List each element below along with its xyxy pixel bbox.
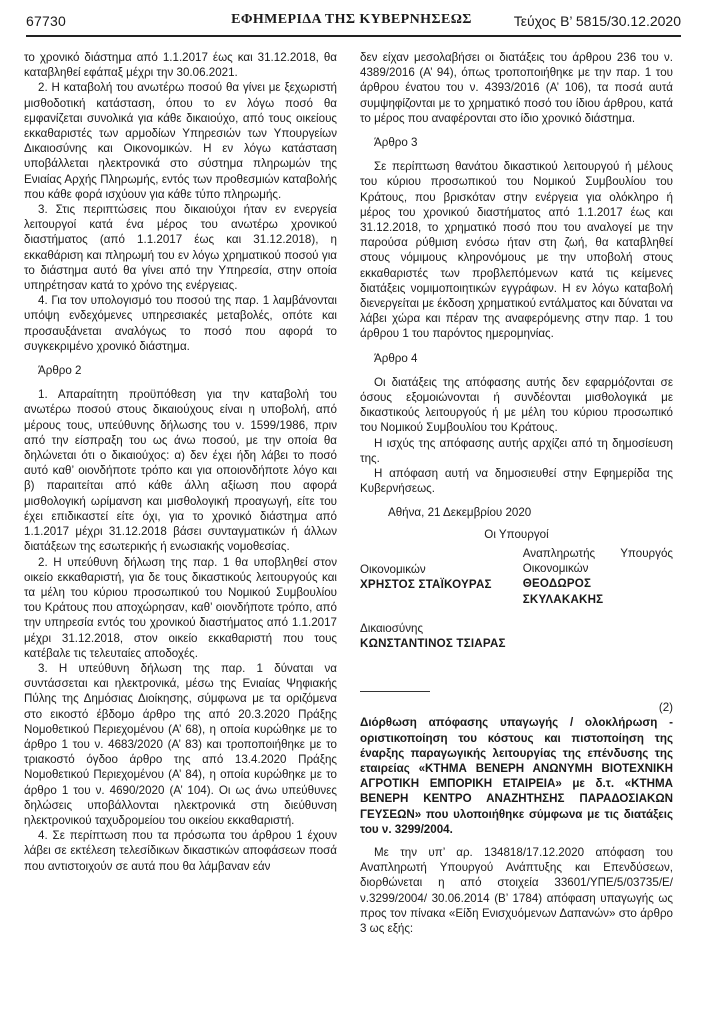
ministers-title: Οι Υπουργοί: [484, 527, 549, 541]
decision-title: Διόρθωση απόφασης υπαγωγής / ολοκλήρωση - οριστικοποίηση του κόστους και πιστοποίηση της έναρξης παραγωγικής λειτουργίας της επένδυσης της εταιρείας «ΚΤΗΜΑ ΒΕΝΕΡΗ ΑΝΩΝΥΜΗ ΒΙΟΤΕΧΝΙΚΗ ΑΓΡΟΤΙΚΗ ΕΜΠΟΡΙΚΗ ΕΤΑΙΡΕΙΑ» με δ.τ. «ΚΤΗΜΑ ΒΕΝΕΡΗ ΚΕΝΤΡΟ ΑΝΑΖΗΤΗΣΗΣ ΠΑΡΑΔΟΣΙΑΚΩΝ ΓΕΥΣΕΩΝ» που υλοποιήθηκε σύμφωνα με τις διατάξεις του ν. 3299/2004.: [360, 716, 673, 836]
signatory-name: ΧΡΗΣΤΟΣ ΣΤΑΪΚΟΥΡΑΣ: [360, 578, 492, 592]
paragraph: Οι διατάξεις της απόφασης αυτής δεν εφαρμόζονται σε όσους εξομοιώνονται ή συνδέονται μισθολογικά με δικαστικούς λειτουργούς ή με μέλη του κύριου προσωπικό του Νομικού Συμβουλίου του Κράτους.: [360, 375, 673, 435]
signature-block: [360, 621, 510, 651]
paragraph: 2. Η υπεύθυνη δήλωση της παρ. 1 θα υποβληθεί στον οικείο εκκαθαριστή, για δε τους δικαστικούς λειτουργούς και τα μέλη του κύριου προσωπικού του Νομικού Συμβουλίου του Κράτους που αποχώρησαν, καθ’ οιονδήποτε τρόπο, από την υπηρεσία εντός του χρονικού διαστήματος από 1.1.2017 μέχρι 31.12.2018, στον οικείο εκκαθαριστή που τους κατέβαλε τις τελευταίες αποδοχές.: [24, 555, 337, 660]
signatory-role: Δικαιοσύνης: [360, 621, 424, 635]
paragraph: το χρονικό διάστημα από 1.1.2017 έως και 31.12.2018, θα καταβληθεί εφάπαξ μέχρι την 30.06.2021.: [24, 51, 337, 80]
page-header: [0, 0, 703, 40]
article-heading: Άρθρο 2: [38, 364, 82, 378]
newspaper-title: ΕΦΗΜΕΡΙΔΑ ΤΗΣ ΚΥΒΕΡΝΗΣΕΩΣ: [231, 12, 472, 27]
signatory-role: Οικονομικών: [360, 562, 426, 576]
right-column: [360, 50, 673, 936]
paragraph: δεν είχαν μεσολαβήσει οι διατάξεις του άρθρου 236 του ν. 4389/2016 (Α’ 94), όπως τροποποιήθηκε με την παρ. 1 του άρθρου ένατου του ν. 4393/2016 (Α’ 106), τα ποσά αυτά συμψηφίζονται με το χρηματικό ποσό του ίδιου άρθρου, κατά το μέρος που αναφέρονται στο ίδιο χρονικό διάστημα.: [360, 51, 673, 125]
issue-number: Τεύχος Β’ 5815/30.12.2020: [513, 13, 681, 29]
paragraph: 1. Απαραίτητη προϋπόθεση για την καταβολή του ανωτέρω ποσού στους δικαιούχους είναι η υποβολή, από μέρους τους, υπεύθυνης δήλωσης του ν. 1599/1986, πριν από την είσπραξη του ως άνω ποσού, με την οποία θα δηλώνεται ότι ο δικαιούχος: α) δεν έχει ήδη λάβει το ποσό αυτό καθ’ οιονδήποτε τρόπο και για οποιονδήποτε λόγο και β) παραιτείται από κάθε άλλη αξίωση που αφορά μισθολογική ωρίμανση και μισθολογική προαγωγή, είτε του έχει επιδικαστεί είτε όχι, για το χρονικό διάστημα από 1.1.2017 μέχρι 31.12.2018 βάσει συνταγματικών ή άλλων διατάξεων της εσωτερικής ή ενωσιακής νομοθεσίας.: [24, 388, 337, 554]
article-heading: Άρθρο 4: [374, 351, 418, 365]
item-number: (2): [658, 701, 673, 715]
paragraph: Η απόφαση αυτή να δημοσιευθεί στην Εφημερίδα της Κυβερνήσεως.: [360, 467, 673, 496]
paragraph: Σε περίπτωση θανάτου δικαστικού λειτουργού ή μέλους του κύριου προσωπικού του Νομικού Συμβουλίου του Κράτους, που βρισκόταν στην ενέργεια για ολόκληρο ή μέρος του χρονικού διαστήματος από 1.1.2017 έως και 31.12.2018, το χρηματικό ποσό που του αναλογεί με την παρούσα ρύθμιση ενόσω ήταν στη ζωή, θα καταβληθεί στους νόμιμους κληρονόμους με την υποβολή στους εκκαθαριστές των προβλεπόμενων κατά τις κείμενες διατάξεις νομιμοποιητικών εγγράφων. Η εν λόγω καταβολή διενεργείται με έκδοση χρηματικού εντάλματος και δύναται να λάβει χώρα και πέραν της αναφερόμενης στην παρ. 1 του άρθρου 1 του παρόντος ημερομηνίας.: [360, 160, 673, 341]
article-heading: Άρθρο 3: [374, 136, 418, 150]
signature-block: [360, 546, 510, 607]
section-divider: [360, 691, 430, 692]
signature-row: [360, 546, 673, 607]
signatory-role: Αναπληρωτής Υπουργός Οικονομικών: [522, 546, 673, 576]
date-line: Αθήνα, 21 Δεκεμβρίου 2020: [388, 506, 532, 520]
left-column: [24, 50, 337, 874]
signatory-name: ΘΕΟΔΩΡΟΣ ΣΚΥΛΑΚΑΚΗΣ: [522, 577, 604, 606]
paragraph: 4. Σε περίπτωση που τα πρόσωπα του άρθρου 1 έχουν λάβει σε εκτέλεση τελεσίδικων δικαστικών αποφάσεων ποσά που αντιστοιχούν σε αυτά που θα λάμβαναν εάν: [24, 829, 337, 873]
paragraph: 2. Η καταβολή του ανωτέρω ποσού θα γίνει με ξεχωριστή μισθοδοτική κατάσταση, όπου το εν λόγω ποσό θα εμφανίζεται συνολικά για κάθε δικαιούχο, από τους οικείους εκκαθαριστές των αρμοδίων Υπηρεσιών των Υπουργείων Δικαιοσύνης και Οικονομικών. Η εν λόγω κατάσταση υποβάλλεται ηλεκτρονικά στο σύστημα πληρωμών της Ενιαίας Αρχής Πληρωμής, εντός των προθεσμιών καταβολής που κάθε φορά ισχύουν για κάθε τύπο πληρωμής.: [24, 81, 337, 201]
signature-block: [523, 546, 673, 607]
paragraph: 3. Η υπεύθυνη δήλωση της παρ. 1 δύναται να συντάσσεται και ηλεκτρονικά, μέσω της Ενιαίας Ψηφιακής Πύλης της Δημόσιας Διοίκησης, σύμφωνα με τα οριζόμενα στο εικοστό έβδομο άρθρο της από 20.3.2020 Πράξης Νομοθετικού Περιεχομένου (Α’ 68), η οποία κυρώθηκε με το άρθρο 1 του ν. 4683/2020 (Α’ 83) και τροποποιήθηκε με το τριακοστό όγδοο άρθρο της από 13.4.2020 Πράξης Νομοθετικού Περιεχομένου (Α’ 84), η οποία κυρώθηκε με το άρθρο 1 του ν. 4690/2020 (Α’ 104). Οι ως άνω υπεύθυνες δηλώσεις υποβάλλονται ηλεκτρονικά στη διεύθυνση ηλεκτρονικού ταχυδρομείου του οικείου εκκαθαριστή.: [24, 661, 337, 827]
paragraph: 3. Στις περιπτώσεις που δικαιούχοι ήταν εν ενεργεία λειτουργοί κατά ένα μέρος του ανωτέρω χρονικού διαστήματος (από 1.1.2017 έως και 31.12.2018), η εκκαθάριση και πληρωμή του εν λόγω χρηματικού ποσού για το διάστημα αυτό θα γίνει από την Υπηρεσία, στην οποία υπηρέτησαν κατά το χρόνο της ενέργειας.: [24, 203, 337, 293]
paragraph: Η ισχύς της απόφασης αυτής αρχίζει από τη δημοσίευση της.: [360, 436, 673, 465]
signatory-name: ΚΩΝΣΤΑΝΤΙΝΟΣ ΤΣΙΑΡΑΣ: [360, 636, 506, 650]
page-number: 67730: [26, 13, 66, 29]
paragraph: Με την υπ’ αρ. 134818/17.12.2020 απόφαση του Αναπληρωτή Υπουργού Ανάπτυξης και Επενδύσεων, διορθώνεται η από στοιχεία 33601/ΥΠΕ/5/03735/Ε/ν.3299/2004/ 30.06.2014 (Β’ 1784) απόφαση υπαγωγής ως προς τον πίνακα «Είδη Ενισχυόμενων Δαπανών» στο άρθρο 3 ως εξής:: [360, 845, 673, 935]
header-rule: [26, 35, 681, 37]
paragraph: 4. Για τον υπολογισμό του ποσού της παρ. 1 λαμβάνονται υπόψη ενδεχόμενες υπηρεσιακές μεταβολές, οπότε και προσαυξάνεται αναλόγως το ποσό που αφορά το συγκεκριμένο χρονικό διάστημα.: [24, 294, 337, 353]
